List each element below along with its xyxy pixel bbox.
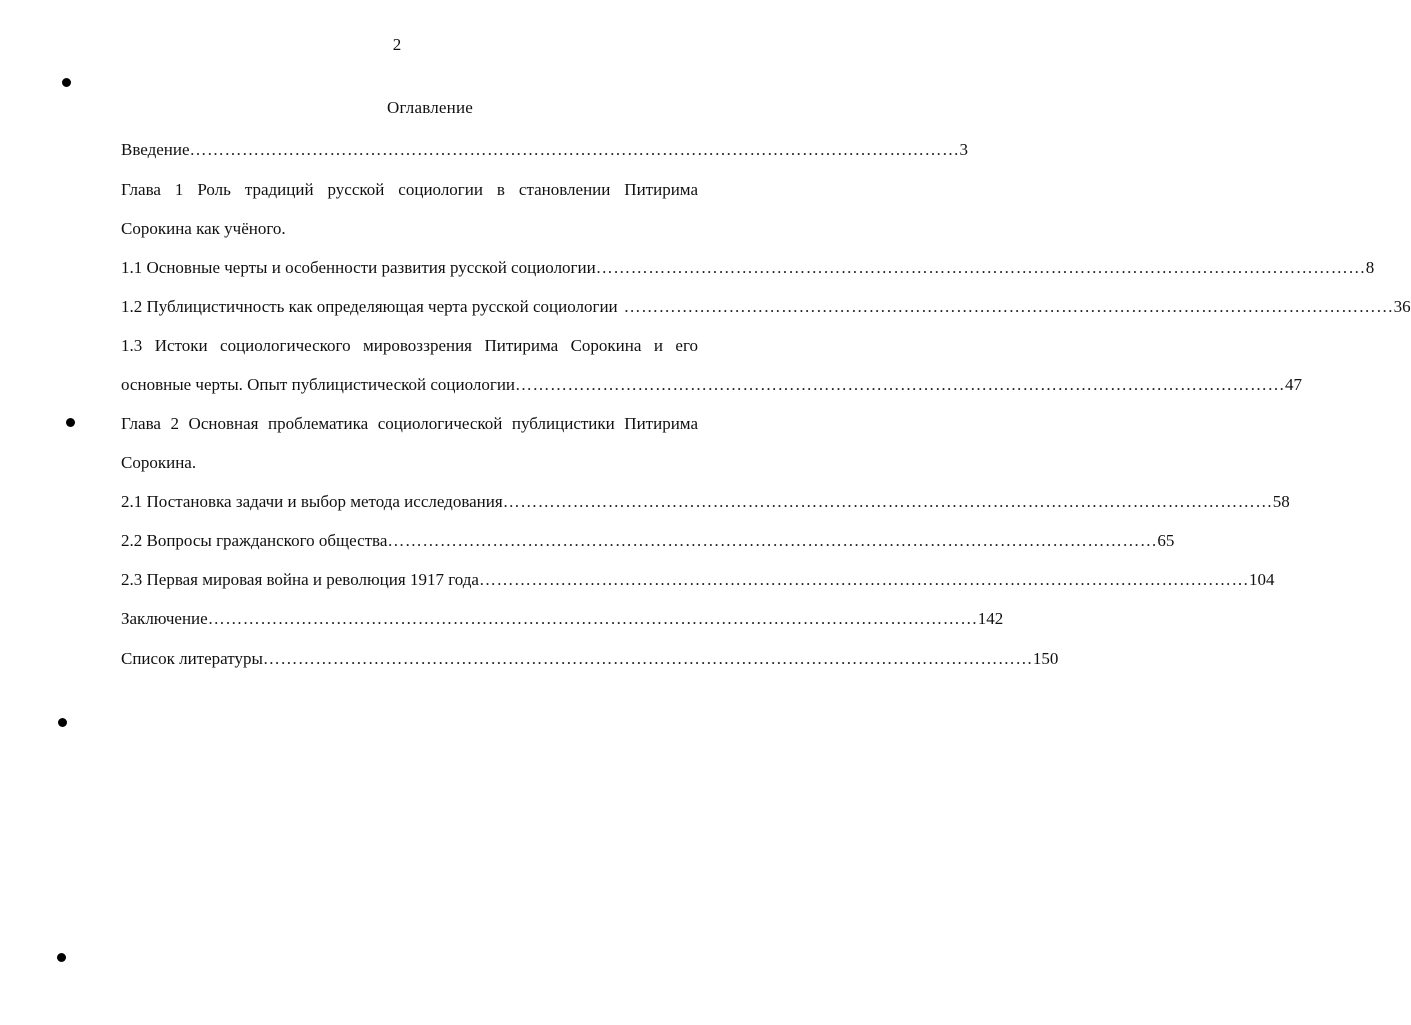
toc-chapter-1-heading-continued[interactable]: Сорокина как учёного.	[121, 219, 286, 238]
dot-leader: ……………………………………………………………………………………………………………………	[502, 492, 1273, 511]
toc-entry-title: Список литературы	[121, 649, 263, 668]
dot-leader: ……………………………………………………………………………………………………………………	[515, 375, 1286, 394]
toc-entry-page: 8	[1365, 258, 1375, 277]
toc-entry-2-3[interactable]	[121, 569, 1275, 591]
toc-entry-title: 2.3 Первая мировая война и революция 1917 года	[121, 570, 479, 589]
toc-entry-1-1[interactable]	[121, 257, 1375, 279]
toc-entry-introduction[interactable]	[121, 139, 969, 161]
toc-entry-page: 58	[1272, 492, 1290, 511]
toc-entry-page: 150	[1032, 649, 1059, 668]
binding-hole-mark	[66, 418, 75, 427]
toc-entry-2-1[interactable]	[121, 491, 1290, 513]
toc-entry-title: основные черты. Опыт публицистической социологии	[121, 375, 516, 394]
dot-leader: ……………………………………………………………………………………………………………………	[478, 570, 1249, 589]
binding-hole-mark	[57, 953, 66, 962]
toc-entry-page: 65	[1157, 531, 1175, 550]
toc-entry-title: 2.1 Постановка задачи и выбор метода исследования	[121, 492, 503, 511]
toc-entry-page: 47	[1285, 375, 1303, 394]
toc-entry-conclusion[interactable]	[121, 608, 1004, 630]
toc-chapter-1-heading[interactable]: Глава 1 Роль традиций русской социологии в становлении Питирима	[121, 180, 698, 199]
toc-entry-title: 1.1 Основные черты и особенности развития русской социологии	[121, 258, 596, 277]
toc-entry-page: 104	[1248, 570, 1275, 589]
toc-entry-title: Заключение	[121, 609, 208, 628]
dot-leader: ……………………………………………………………………………………………………………………	[207, 609, 978, 628]
dot-leader: ……………………………………………………………………………………………………………………	[595, 258, 1366, 277]
toc-entry-references[interactable]	[121, 648, 1059, 670]
toc-entry-title: 1.2 Публицистичность как определяющая черта русской социологии	[121, 297, 618, 316]
page-number: 2	[392, 35, 402, 54]
toc-entry-1-2[interactable]	[121, 296, 1411, 318]
toc-chapter-2-heading[interactable]: Глава 2 Основная проблематика социологической публицистики Питирима	[121, 414, 698, 433]
toc-entry-title: Введение	[121, 140, 190, 159]
dot-leader: ……………………………………………………………………………………………………………………	[189, 140, 960, 159]
binding-hole-mark	[58, 718, 67, 727]
toc-chapter-2-heading-continued[interactable]: Сорокина.	[121, 453, 197, 472]
page-title: Оглавление	[387, 98, 473, 117]
toc-entry-page: 142	[977, 609, 1004, 628]
toc-entry-title: 2.2 Вопросы гражданского общества	[121, 531, 388, 550]
dot-leader: ……………………………………………………………………………………………………………………	[262, 649, 1033, 668]
dot-leader: ……………………………………………………………………………………………………………………	[387, 531, 1158, 550]
toc-entry-1-3-continued[interactable]	[121, 374, 1303, 396]
toc-entry-1-3[interactable]: 1.3 Истоки социологического мировоззрения Питирима Сорокина и его	[121, 336, 698, 355]
dot-leader: ……………………………………………………………………………………………………………………	[623, 297, 1394, 316]
toc-entry-2-2[interactable]	[121, 530, 1175, 552]
binding-hole-mark	[62, 78, 71, 87]
toc-entry-page: 3	[959, 140, 969, 159]
toc-entry-page: 36	[1393, 297, 1411, 316]
